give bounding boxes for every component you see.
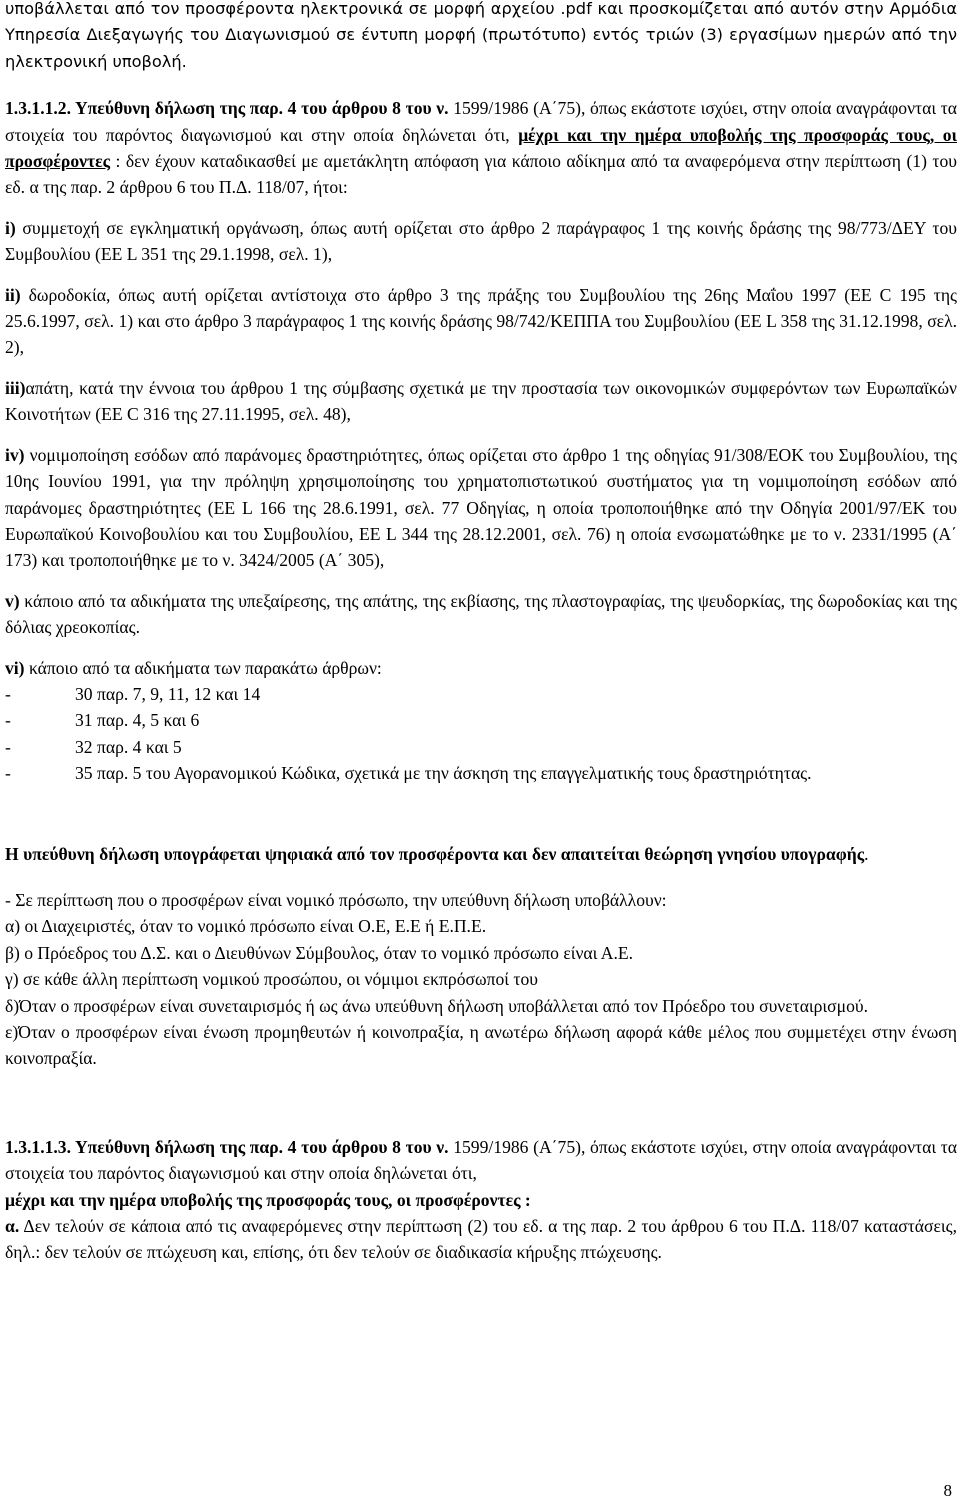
dash-text: 31 παρ. 4, 5 και 6 xyxy=(75,710,200,731)
legal-entity-lead-text: - Σε περίπτωση που ο προσφέρων είναι νομικό πρόσωπο, την υπεύθυνη δήλωση υποβάλλουν: xyxy=(5,889,667,910)
item-v xyxy=(5,588,957,641)
section-heading-rest: 1599/1986 (Α΄75), όπως εκάστοτε ισχύει, στην οποία αναγράφονται τα στοιχεία του παρόντος διαγωνισμού και στην οποία δηλώνεται ότι, xyxy=(5,98,957,145)
dash-item xyxy=(5,707,957,733)
intro-text: υποβάλλεται από τον προσφέροντα ηλεκτρονικά σε μορφή αρχείου .pdf και προσκομίζεται από αυτόν στην Αρμόδια Υπηρεσία Διεξαγωγής του Διαγωνισμού σε έντυπη μορφή (πρωτότυπο) εντός τριών (3) εργασίμων ημερών από την ηλεκτρονική υποβολή. xyxy=(5,0,957,71)
legal-entity-d-text: δ)Όταν ο προσφέρων είναι συνεταιρισμός ή ως άνω υπεύθυνη δήλωση υποβάλλεται από τον Πρόεδρο του συνεταιρισμού. xyxy=(5,995,868,1016)
legal-entity-b xyxy=(5,940,957,966)
legal-entity-c xyxy=(5,966,957,992)
legal-entity-a-text: α) οι Διαχειριστές, όταν το νομικό πρόσωπο είναι Ο.Ε, Ε.Ε ή Ε.Π.Ε. xyxy=(5,916,487,937)
dash-text: 32 παρ. 4 και 5 xyxy=(75,736,182,757)
item-vi xyxy=(5,655,957,681)
item-iii xyxy=(5,375,957,428)
page-number: 8 xyxy=(943,1480,952,1500)
section-alpha xyxy=(5,1213,957,1266)
dash-text: 35 παρ. 5 του Αγορανομικού Κώδικα, σχετικά με την άσκηση της επαγγελματικής τους δραστηριότητας. xyxy=(75,763,812,784)
legal-entity-e-text: ε)Όταν ο προσφέρων είναι ένωση προμηθευτών ή κοινοπραξία, η ανωτέρω δήλωση αφορά κάθε μέλος που συμμετέχει στην ένωση κοινοπραξία. xyxy=(5,1022,957,1069)
legal-entity-e xyxy=(5,1019,957,1072)
dash-marker: - xyxy=(5,763,11,784)
section-1-3-1-1-3 xyxy=(5,1134,957,1187)
item-label: v) xyxy=(5,590,20,611)
item-label: i) xyxy=(5,217,16,238)
intro-paragraph xyxy=(5,0,957,75)
section-heading: 1.3.1.1.3. Υπεύθυνη δήλωση της παρ. 4 του άρθρου 8 του ν. xyxy=(5,1136,449,1157)
dash-marker: - xyxy=(5,736,11,757)
signature-note-text: Η υπεύθυνη δήλωση υπογράφεται ψηφιακά από τον προσφέροντα και δεν απαιτείται θεώρηση γνησίου υπογραφής xyxy=(5,843,865,864)
dash-item xyxy=(5,760,957,786)
item-text: κάποιο από τα αδικήματα της υπεξαίρεσης, της απάτης, της εκβίασης, της πλαστογραφίας, της ψευδορκίας, της δωροδοκίας και της δόλιας χρεοκοπίας. xyxy=(5,590,957,638)
item-label: iv) xyxy=(5,444,25,465)
alpha-text: Δεν τελούν σε κάποια από τις αναφερόμενες στην περίπτωση (2) του εδ. α της παρ. 2 του άρθρου 6 του Π.Δ. 118/07 καταστάσεις, δηλ.: δεν τελούν σε πτώχευση και, επίσης, ότι δεν τελούν σε διαδικασία κήρυξης πτώχευσης. xyxy=(5,1216,957,1263)
section-1-3-1-1-2 xyxy=(5,95,957,201)
item-ii xyxy=(5,282,957,361)
bold-clause: μέχρι και την ημέρα υποβολής της προσφοράς τους, οι προσφέροντες : xyxy=(5,1189,531,1210)
item-text: απάτη, κατά την έννοια του άρθρου 1 της σύμβασης σχετικά με την προστασία των οικονομικών συμφερόντων των Ευρωπαϊκών Κοινοτήτων (ΕΕ C 316 της 27.11.1995, σελ. 48), xyxy=(5,377,957,425)
item-text: κάποιο από τα αδικήματα των παρακάτω άρθρων: xyxy=(24,657,382,678)
legal-entity-d xyxy=(5,993,957,1019)
document-page xyxy=(5,0,957,1266)
legal-entity-b-text: β) ο Πρόεδρος του Δ.Σ. και ο Διευθύνων Σύμβουλος, όταν το νομικό πρόσωπο είναι Α.Ε. xyxy=(5,942,634,963)
item-i xyxy=(5,215,957,268)
signature-note-end: . xyxy=(864,843,869,864)
dash-item xyxy=(5,734,957,760)
item-text: δωροδοκία, όπως αυτή ορίζεται αντίστοιχα στο άρθρο 3 της πράξης του Συμβουλίου της 26ης Μαΐου 1997 (ΕΕ C 195 της 25.6.1997, σελ. 1) και στο άρθρο 3 παράγραφος 1 της κοινής δράσης 98/742/ΚΕΠΠΑ του Συμβουλίου (ΕΕ L 358 της 31.12.1998, σελ. 2), xyxy=(5,284,957,358)
signature-note xyxy=(5,841,957,867)
section-after: : δεν έχουν καταδικασθεί με αμετάκλητη απόφαση για κάποιο αδίκημα από τα αναφερόμενα στην περίπτωση (1) του εδ. α της παρ. 2 άρθρου 6 του Π.Δ. 118/07, ήτοι: xyxy=(5,151,957,198)
item-text: συμμετοχή σε εγκληματική οργάνωση, όπως αυτή ορίζεται στο άρθρο 2 παράγραφος 1 της κοινής δράσης της 98/773/ΔΕΥ του Συμβουλίου (ΕΕ L 351 της 29.1.1998, σελ. 1), xyxy=(5,217,957,265)
legal-entity-c-text: γ) σε κάθε άλλη περίπτωση νομικού προσώπου, οι νόμιμοι εκπρόσωποί του xyxy=(5,969,538,990)
section-heading: 1.3.1.1.2. Υπεύθυνη δήλωση της παρ. 4 του άρθρου 8 του ν. xyxy=(5,98,449,119)
alpha-label: α. xyxy=(5,1216,20,1237)
item-text: νομιμοποίηση εσόδων από παράνομες δραστηριότητες, όπως ορίζεται στο άρθρο 1 της οδηγίας 91/308/ΕΟΚ του Συμβουλίου, της 10ης Ιουνίου 1991, για την πρόληψη χρησιμοποίησης του χρηματοπιστωτικού συστήματος για τη νομιμοποίηση εσόδων από παράνομες δραστηριότητες (ΕΕ L 166 της 28.6.1991, σελ. 77 Οδηγίας, η οποία τροποποιήθηκε από την Οδηγία 2001/97/ΕΚ του Ευρωπαϊκού Κοινοβουλίου και του Συμβουλίου, ΕΕ L 344 της 28.12.2001, σελ. 76) η οποία ενσωματώθηκε με το ν. 2331/1995 (Α΄ 173) και τροποποιήθηκε με το ν. 3424/2005 (Α΄ 305), xyxy=(5,444,957,571)
dash-text: 30 παρ. 7, 9, 11, 12 και 14 xyxy=(75,683,261,704)
dash-marker: - xyxy=(5,710,11,731)
dash-item xyxy=(5,681,957,707)
item-label: vi) xyxy=(5,657,25,678)
item-label: ii) xyxy=(5,284,21,305)
dash-marker: - xyxy=(5,683,11,704)
legal-entity-lead xyxy=(5,887,957,913)
item-label: iii) xyxy=(5,377,26,398)
section-heading-rest: 1599/1986 (Α΄75), όπως εκάστοτε ισχύει, στην οποία αναγράφονται τα στοιχεία του παρόντος διαγωνισμού και στην οποία δηλώνεται ότι, xyxy=(5,1136,957,1184)
legal-entity-a xyxy=(5,913,957,939)
section-bold-line xyxy=(5,1187,957,1213)
item-iv xyxy=(5,442,957,574)
underlined-clause: μέχρι και την ημέρα υποβολής της προσφοράς τους, οι προσφέροντες xyxy=(5,124,957,172)
